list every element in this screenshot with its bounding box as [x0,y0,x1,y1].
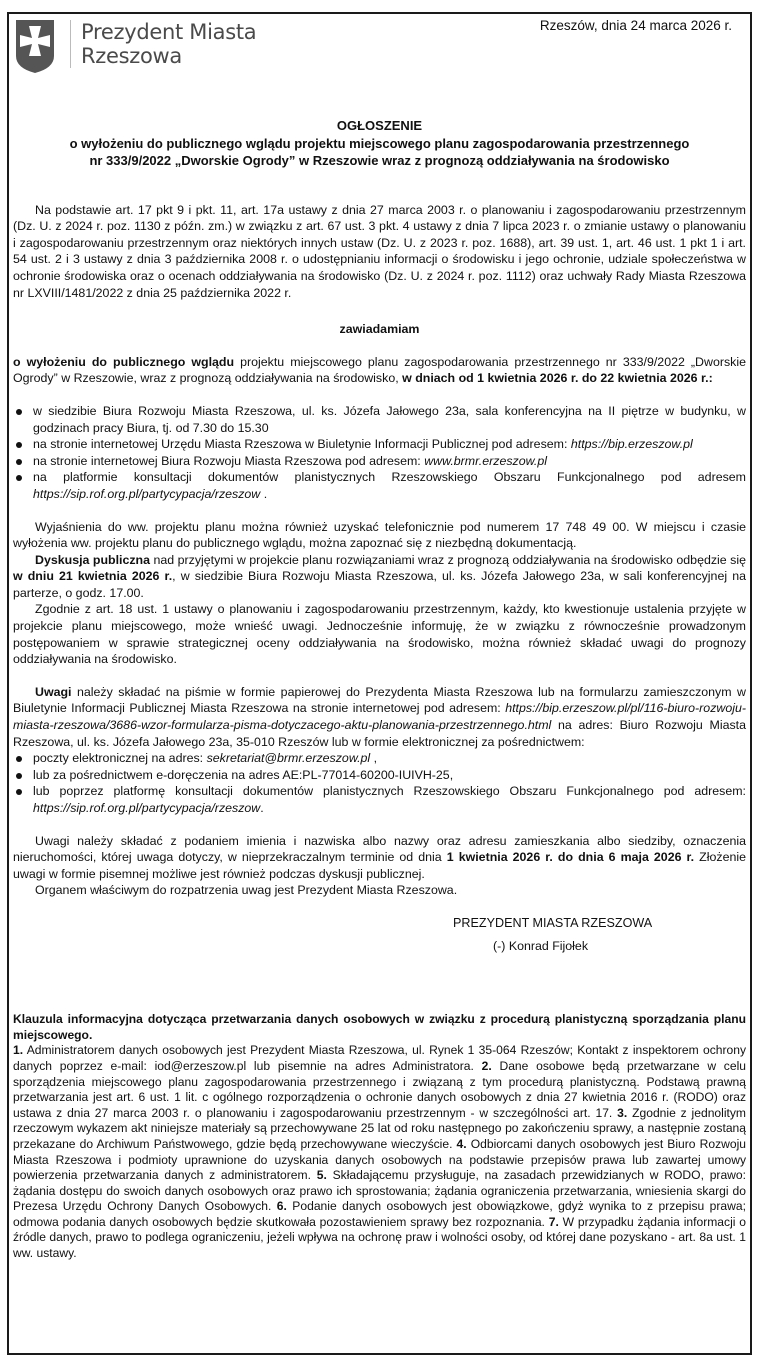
location-suffix: . [260,486,268,501]
clause-point-text: Podanie danych osobowych jest obowiązkowe, gdyż wynika to z przepisu prawa; odmowa podania danych osobowych będzie skutkowała pozostawieniem sprawy bez rozpoznania. [13,1199,746,1229]
clause-point-text: Składającemu przysługuje, na zasadach przewidzianych w RODO, prawo: żądania dostępu do swoich danych osobowych oraz prawo ich sprostowania; żądania ograniczenia przetwarzania, wniesienia skargi do Prezesa Urzędu Ochrony Danych Osobowych. [13,1168,746,1214]
sip-link[interactable]: https://sip.rof.org.pl/partycypacja/rzeszow [33,801,261,815]
clause-point-text: Zgodnie z jednolitym rzeczowym wykazem akt niniejsze materiały są przechowywane 25 lat od roku następnego po zakończeniu sprawy, a następnie zostaną przekazane do Archiwum Państwowego, gdzie będą przechowywane wieczyście. [13,1105,747,1151]
legal-basis-paragraph: Na podstawie art. 17 pkt 9 i pkt. 11, art. 17a ustawy z dnia 27 marca 2003 r. o planowaniu i zagospodarowaniu przestrzennym (Dz. U. z 2024 r. poz. 1130 z późn. zm.) w związku z art. 67 ust. 3 pkt. 4 ustawy z dnia 7 lipca 2023 r. o zmianie ustawy o planowaniu i zagospodarowaniu przestrzennym oraz niektórych innych ustaw (Dz. U. z 2023 r. poz. 1688), art. 39 ust. 1, art. 46 ust. 1 pkt 1 i art. 54 ust. 2 i 3 ustawy z dnia 3 października 2008 r. o udostępnianiu informacji o środowisku i jego ochronie, udziale społeczeństwa w ochronie środowiska oraz o ocenach oddziaływania na środowisko (Dz. U. z 2024 r. poz. 1112) oraz uchwały Rady Miasta Rzeszowa nr LXVIII/1481/2022 z dnia 25 października 2022 r. [13,202,746,300]
channel-suffix: . [260,801,264,815]
brand-name [81,20,256,68]
signature-title: PREZYDENT MIASTA RZESZOWA [453,915,653,930]
form-link[interactable]: https://bip.erzeszow.pl/pl/116-biuro-rozwoju-miasta-rzeszowa/3686-wzor-formularza-pisma-dotyczacego-aktu-planowania-przestrzennego.html [13,701,746,733]
subtitle-line-2: nr 333/9/2022 „Dworskie Ogrody” w Rzeszowie wraz z prognozą oddziaływania na środowisko [89,153,670,169]
art18-paragraph: Zgodnie z art. 18 ust. 1 ustawy o planowaniu i zagospodarowaniu przestrzennym, każdy, kto kwestionuje ustalenia przyjęte w projekcie planu miejscowego, może wnieść uwagi. Jednocześnie informuję, że w związku z równocześnie prowadzonym postępowaniem w sprawie strategicznej oceny oddziaływania na środowisko, można również składać uwagi do prognozy oddziaływania na środowisko. [13,602,746,667]
clause-title-text: Klauzula informacyjna dotycząca przetwarzania danych osobowych w związku z procedurą planistyczną sporządzania planu miejscowego. [13,1012,746,1042]
intro-text: projektu miejscowego planu zagospodarowania przestrzennego nr 333/9/2022 „Dworskie Ogrody” w Rzeszowie, wraz z prognozą oddziaływania na środowisko, [13,354,746,386]
brmr-link[interactable]: www.brmr.erzeszow.pl [424,453,547,468]
remarks-paragraph [13,684,746,750]
clause-point-number: 1. [13,1043,24,1058]
coat-of-arms-icon [14,18,56,74]
location-text: w siedzibie Biura Rozwoju Miasta Rzeszowa, ul. ks. Józefa Jałowego 23a, sala konferencyjna na II piętrze w budynku, w godzinach pracy Biura, tj. od 7.30 do 15.30 [33,403,746,435]
document-date: Rzeszów, dnia 24 marca 2026 r. [539,18,732,33]
sip-link[interactable]: https://sip.rof.org.pl/partycypacja/rzeszow [33,486,261,501]
channel-item [33,750,746,767]
information-clause [13,1012,746,1262]
locations-list [13,403,746,503]
discussion-date: w dniu 21 kwietnia 2026 r. [13,569,173,584]
location-item [33,403,746,436]
location-text: na platformie konsultacji dokumentów planistycznych Rzeszowskiego Obszaru Funkcjonalnego pod adresem [33,470,746,485]
letterhead [14,18,754,74]
discussion-text-1: nad przyjętymi w projekcie planu rozwiązaniami wraz z prognozą oddziaływania na środowisko odbędzie się [150,552,746,567]
intro-paragraph [13,354,746,387]
notify-heading [13,321,746,338]
clause-point-number: 4. [456,1136,467,1151]
notify-text: zawiadamiam [339,322,420,337]
location-item [33,436,746,453]
signature-block [453,915,746,954]
remarks-text-1: należy składać na piśmie w formie papierowej do Prezydenta Miasta Rzeszowa lub na formularzu zamieszczonym w Biuletynie Informacji Publicznej Miasta Rzeszowa na stronie internetowej pod adresem: [13,684,746,716]
location-item [33,453,746,470]
discussion-text-2: , w siedzibie Biura Rozwoju Miasta Rzeszowa, ul. ks. Józefa Jałowego 23a, w sali konferencyjnej na parterze, o godz. 17.00. [13,569,746,600]
clause-point-text: Odbiorcami danych osobowych jest Biuro Rozwoju Miasta Rzeszowa i podmioty uprawnione do uzyskania danych osobowych na podstawie przepisów prawa lub zawartej umowy powierzenia przetwarzania danych z administratorem. [13,1136,746,1183]
clause-point-text: W przypadku żądania informacji o źródle danych, prawo to podlega ograniczeniu, jeżeli wpływa na ochronę praw i wolności osoby, od której dane pozyskano - art. 8a ust. 1 ww. ustawy. [13,1214,746,1261]
document-body [13,118,746,1262]
clause-point-number: 5. [316,1168,327,1183]
location-item [33,469,746,502]
channel-text: lub poprzez platformę konsultacji dokumentów planistycznych Rzeszowskiego Obszaru Funkcjonalnego pod adresem: [33,784,746,799]
announcement-subtitle [13,135,746,170]
logo-separator [70,20,71,68]
discussion-bold: Dyskusja publiczna [35,552,151,567]
channel-text: lub za pośrednictwem e-doręczenia na adres AE:PL-77014-60200-IUIVH-25, [33,767,454,782]
deadline-dates: 1 kwietnia 2026 r. do dnia 6 maja 2026 r. [446,850,695,865]
remarks-bold: Uwagi [35,684,72,699]
clause-point-text: Dane osobowe będą przetwarzane w celu sporządzenia miejscowego planu zagospodarowania przestrzennego i związaną z tym procedurą planistyczną. Podstawą prawną przetwarzania jest art. 6 ust. 1 lit. c ogólnego rozporządzenia o ochronie danych osobowych z dnia 27 kwietnia 2016 r. (RODO) oraz ustawa z dnia 27 marca 2003 r. o planowaniu i zagospodarowaniu przestrzennym - w szczególności art. 17. [13,1058,746,1120]
location-text: na stronie internetowej Urzędu Miasta Rzeszowa w Biuletynie Informacji Publicznej pod adresem: [33,437,571,452]
bip-link[interactable]: https://bip.erzeszow.pl [570,437,693,452]
subtitle-line-1: o wyłożeniu do publicznego wglądu projektu miejscowego planu zagospodarowania przestrzennego [69,135,690,151]
channel-text: poczty elektronicznej na adres: [33,751,207,766]
brand-line-1: Prezydent Miasta [81,20,257,44]
channels-list [13,750,746,816]
deadline-text: Uwagi należy składać z podaniem imienia i nazwiska albo nazwy oraz adresu zamieszkania albo siedziby, oznaczenia nieruchomości, której uwaga dotyczy, w nieprzekraczalnym terminie od dnia [13,833,746,865]
email-link[interactable]: sekretariat@brmr.erzeszow.pl [206,751,371,766]
explanations-paragraph: Wyjaśnienia do ww. projektu planu można również uzyskać telefonicznie pod numerem 17 748 49 00. W miejscu i czasie wyłożenia ww. projektu planu do publicznego wglądu, można zapoznać się z niezbędną dokumentacją. [13,519,746,551]
signature-name: (-) Konrad Fijołek [493,938,589,953]
channel-suffix: , [370,751,378,766]
remarks-text-2: na adres: Biuro Rozwoju Miasta Rzeszowa, ul. ks. Józefa Jałowego 23a, 35-010 Rzeszów lub w formie elektronicznej za pośrednictwem: [13,718,746,749]
announcement-title: OGŁOSZENIE [336,118,423,133]
intro-bold: o wyłożeniu do publicznego wglądu [13,354,235,369]
channel-item [33,783,746,816]
authority-paragraph: Organem właściwym do rozpatrzenia uwag jest Prezydent Miasta Rzeszowa. [35,883,458,898]
clause-point-number: 7. [548,1214,559,1229]
clause-point-text: Administratorem danych osobowych jest Prezydent Miasta Rzeszowa, ul. Rynek 1 35-064 Rzeszów; Kontakt z inspektorem ochrony danych poprzez e-mail: iod@erzeszow.pl lub pisemnie na adres Administratora. [13,1043,746,1073]
intro-dates: w dniach od 1 kwietnia 2026 r. do 22 kwietnia 2026 r.: [402,371,713,386]
clause-body [13,1043,746,1261]
deadline-text-2: Złożenie uwagi w formie pisemnej możliwe jest również podczas dyskusji publicznej. [13,850,747,881]
clause-point-number: 6. [276,1199,287,1214]
clause-title [13,1012,746,1043]
clause-point-number: 2. [481,1058,492,1073]
channel-item [33,767,746,784]
deadline-paragraph [13,833,746,883]
brand-line-2: Rzeszowa [81,44,182,68]
clause-point-number: 3. [617,1105,628,1120]
discussion-paragraph [13,552,746,602]
location-text: na stronie internetowej Biura Rozwoju Miasta Rzeszowa pod adresem: [33,453,425,468]
